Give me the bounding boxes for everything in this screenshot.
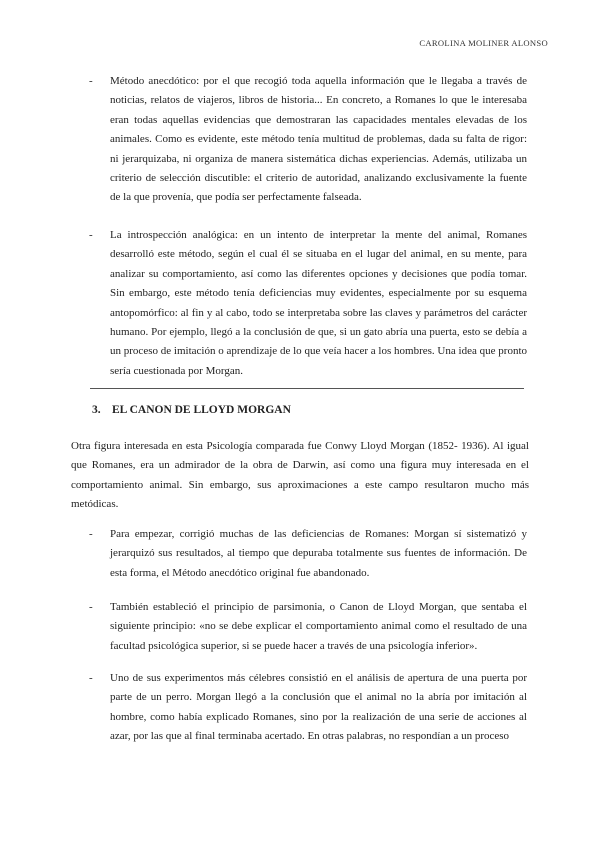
list-marker: - (89, 528, 93, 540)
running-header: CAROLINA MOLINER ALONSO (419, 38, 548, 48)
list-item (91, 525, 527, 583)
list-item-text: Método anecdótico: por el que recogió toda aquella información que le llegaba a través de noticias, relatos de viajeros, libros de historia... En concreto, a Romanes lo que le interesaba eran todas aquellas evidencias que demostraran las capacidades mentales elevadas de los animales. Como es evidente, este método tenía multitud de problemas, dada su falta de rigor: ni jerarquizaba, ni organiza de manera sistemática dichas experiencias. Además, utilizaba un criterio de selección discutible: el criterio de autoridad, analizando exclusivamente la fuente de la que provenía, que podía ser perfectamente falseada. (110, 75, 527, 204)
list-item-text: La introspección analógica: en un intento de interpretar la mente del animal, Romanes desarrolló este método, según el cual él se situaba en el lugar del animal, en su mente, para analizar su comportamiento, así como las diferentes opciones y decisiones que podía tomar. Sin embargo, este método tenía deficiencias muy evidentes, especialmente por su esquema antopomórfico: al fin y al cabo, todo se interpretaba sobre las claves y parámetros del carácter humano. Por ejemplo, llegó a la conclusión de que, si un gato abría una puerta, esto se debía a un proceso de imitación o aprendizaje de lo que veía hacer a los hombres. Una idea que pronto sería cuestionada por Morgan. (110, 229, 527, 377)
section-divider (90, 388, 524, 389)
list-item (91, 598, 527, 656)
list-marker: - (89, 601, 93, 613)
list-item-text: Para empezar, corrigió muchas de las deficiencias de Romanes: Morgan sí sistematizó y jerarquizó sus resultados, al tiempo que depuraba totalmente sus fuentes de información. De esta forma, el Método anecdótico original fue abandonado. (110, 528, 527, 579)
list-marker: - (89, 229, 93, 241)
list-marker: - (89, 672, 93, 684)
list-item-text: Uno de sus experimentos más célebres consistió en el análisis de apertura de una puerta por parte de un perro. Morgan llegó a la conclusión que el animal no la abría por imitación al hombre, como había explicado Romanes, sino por la realización de una serie de acciones al azar, por las que al final terminaba acertado. En otras palabras, no respondían a un proceso (110, 672, 527, 743)
list-item (91, 669, 527, 747)
list-marker: - (89, 75, 93, 87)
section-title: EL CANON DE LLOYD MORGAN (112, 404, 291, 416)
section-heading (92, 404, 291, 416)
list-item (91, 72, 527, 208)
body-paragraph: Otra figura interesada en esta Psicología comparada fue Conwy Lloyd Morgan (1852- 1936). Al igual que Romanes, era un admirador de la obra de Darwin, así como una figura muy interesada en el comportamiento animal. Sin embargo, sus aproximaciones a este campo resultaron mucho más metódicas. (71, 440, 529, 511)
list-item-text: También estableció el principio de parsimonia, o Canon de Lloyd Morgan, que sentaba el siguiente principio: «no se debe explicar el comportamiento animal como el resultado de una facultad psicológica superior, si se puede hacer a través de una psicología inferior». (110, 601, 527, 652)
section-number: 3. (92, 404, 101, 416)
list-item (91, 226, 527, 381)
